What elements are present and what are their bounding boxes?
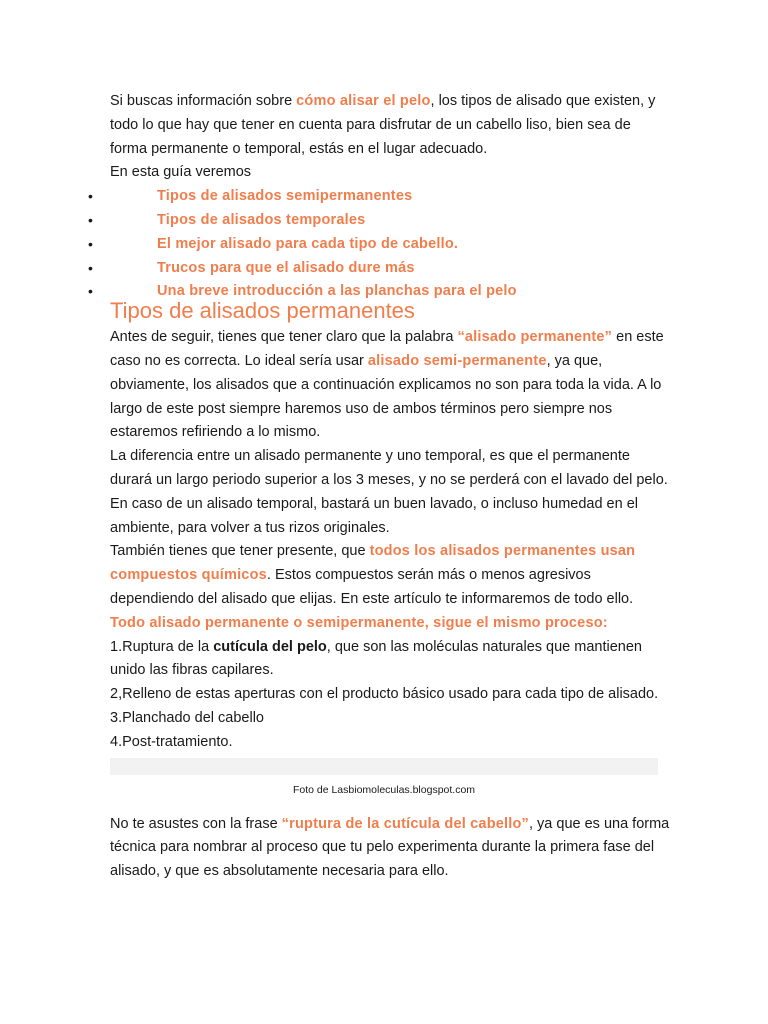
toc-link-semipermanentes[interactable]: Tipos de alisados semipermanentes — [157, 188, 413, 205]
process-heading-text: Todo alisado permanente o semipermanente, sigue el mismo proceso: — [110, 614, 608, 631]
toc-link-temporales[interactable]: Tipos de alisados temporales — [157, 211, 366, 228]
table-of-contents — [88, 185, 670, 304]
image-placeholder — [110, 758, 658, 775]
p1-text-1: Antes de seguir, tienes que tener claro que la palabra — [110, 329, 458, 346]
toc-item — [88, 233, 670, 257]
process-step-2: 2,Relleno de estas aperturas con el producto básico usado para cada tipo de alisado. — [110, 686, 659, 703]
section-paragraph-1 — [110, 326, 670, 445]
process-step-4: 4.Post-tratamiento. — [110, 733, 233, 750]
intro-text-1: Si buscas información sobre — [110, 93, 297, 109]
p1-text-3: , ya que, obviamente, los alisados que a continuación explicamos no son para toda la vida. A lo largo de este post siempre haremos uso de ambos términos pero siempre nos estaremos refiriendo a lo mismo. — [110, 352, 662, 441]
p4-text-2: . Estos compuestos serán más o menos agresivos dependiendo del alisado que elijas. En este artículo te informaremos de todo ello. — [110, 567, 634, 607]
toc-item — [88, 185, 670, 209]
link-alisado-permanente[interactable]: “alisado permanente” — [457, 329, 613, 346]
section-paragraph-4 — [110, 540, 670, 611]
toc-link-planchas[interactable]: Una breve introducción a las planchas para el pelo — [157, 283, 517, 300]
intro-paragraph — [110, 90, 670, 161]
toc-link-mejor-alisado[interactable]: El mejor alisado para cada tipo de cabello. — [157, 235, 459, 252]
p1-text-2: en este caso no es correcta. Lo ideal sería usar — [110, 329, 664, 369]
process-heading — [110, 612, 670, 636]
process-step-1 — [110, 636, 670, 684]
article-body — [88, 90, 670, 884]
section-title: Tipos de alisados permanentes — [110, 298, 415, 324]
section-paragraph-2: La diferencia entre un alisado permanente y uno temporal, es que el permanente durará un largo periodo superior a los 3 meses, y no se perderá con el lavado del pelo. — [110, 448, 668, 488]
step1-bold: cutícula del pelo — [213, 638, 327, 655]
toc-item — [88, 209, 670, 233]
link-como-alisar[interactable]: cómo alisar el pelo — [296, 93, 431, 109]
toc-link-trucos[interactable]: Trucos para que el alisado dure más — [157, 259, 415, 276]
image-caption: Foto de Lasbiomoleculas.blogspot.com — [292, 783, 476, 796]
link-ruptura-cuticula[interactable]: “ruptura de la cutícula del cabello” — [281, 815, 529, 832]
intro-text-2: , los tipos de alisado que existen, y todo lo que hay que tener en cuenta para disfrutar de un cabello liso, bien sea de forma permanente o temporal, estás en el lugar adecuado. — [110, 93, 656, 157]
bullet-icon: • — [88, 188, 93, 205]
process-step-3: 3.Planchado del cabello — [110, 709, 264, 726]
toc-item — [88, 257, 670, 281]
bullet-icon: • — [88, 283, 93, 300]
step1-text-1: 1.Ruptura de la — [110, 638, 214, 655]
closing-text-1: No te asustes con la frase — [110, 815, 282, 832]
bullet-icon: • — [88, 211, 93, 228]
section-paragraph-3: En caso de un alisado temporal, bastará un buen lavado, o incluso humedad en el ambiente, para volver a tus rizos originales. — [110, 495, 638, 536]
p4-text-1: También tienes que tener presente, que — [110, 543, 370, 560]
closing-text-2: , ya que es una forma técnica para nombrar al proceso que tu pelo experimenta durante la primera fase del alisado, y que es absolutamente necesaria para ello. — [110, 815, 670, 880]
guide-line: En esta guía veremos — [110, 164, 252, 181]
bullet-icon: • — [88, 235, 93, 252]
step1-text-2: , que son las moléculas naturales que mantienen unido las fibras capilares. — [110, 638, 642, 679]
link-alisado-semipermanente[interactable]: alisado semi-permanente — [367, 352, 547, 369]
bullet-icon: • — [88, 259, 93, 276]
link-compuestos-quimicos[interactable]: todos los alisados permanentes usan compuestos químicos — [110, 543, 636, 584]
closing-paragraph — [110, 813, 670, 884]
toc-item — [88, 280, 670, 304]
